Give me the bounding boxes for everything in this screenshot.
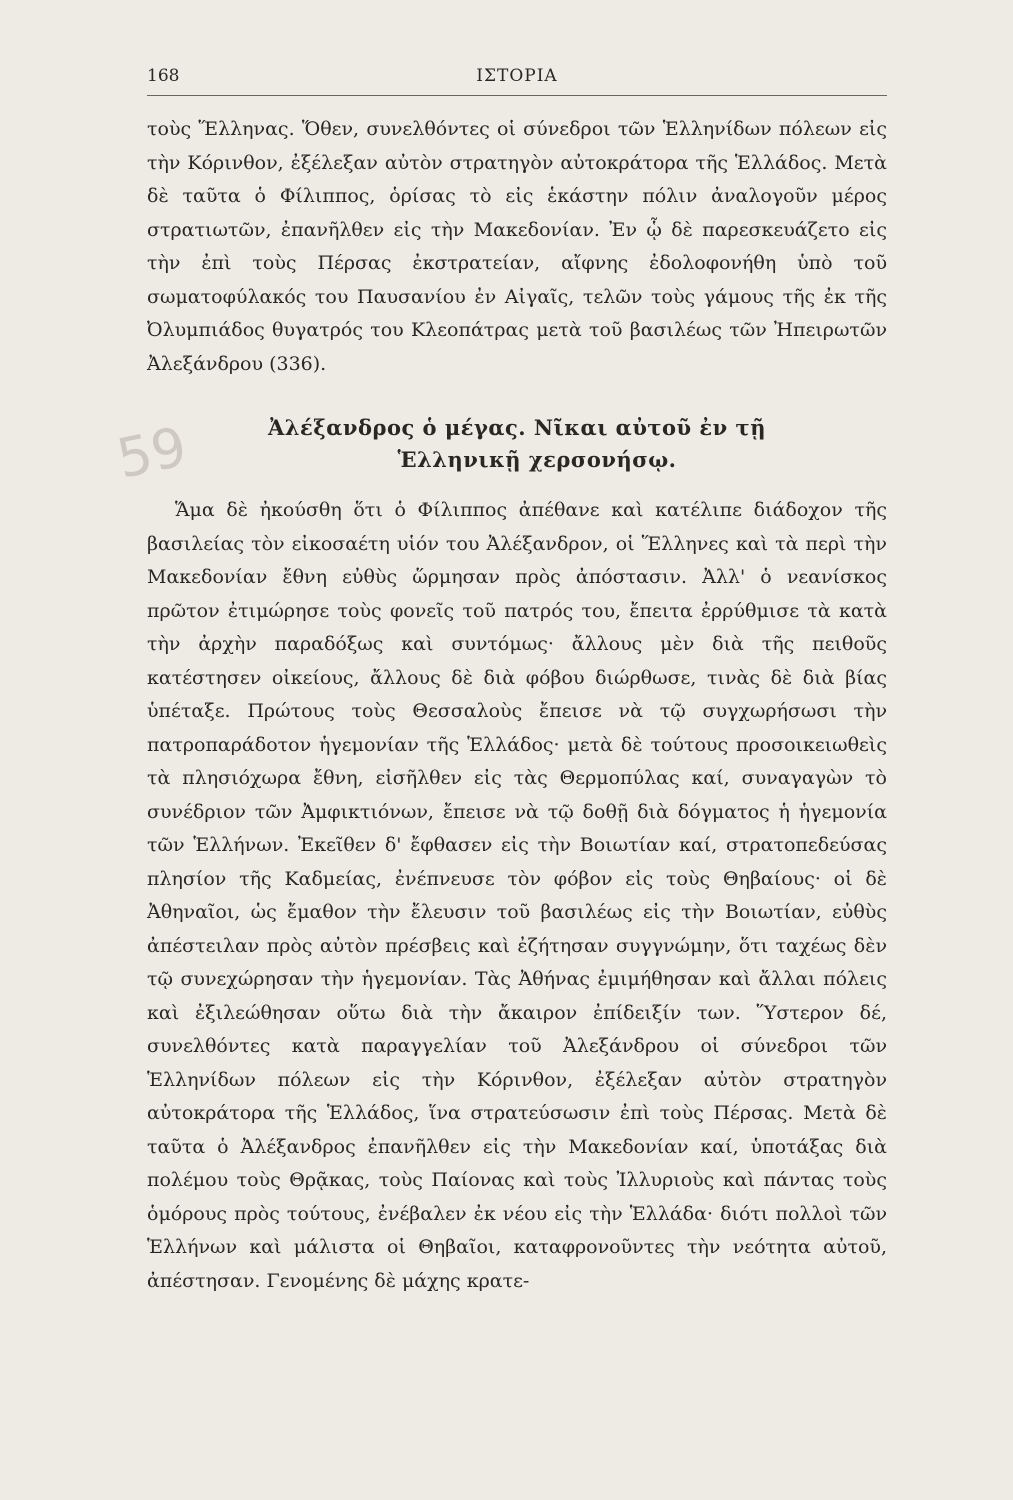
running-title: ΙΣΤΟΡΙΑ	[476, 66, 558, 86]
header-rule	[147, 95, 887, 96]
section-heading-line-1: Ἀλέξανδρος ὁ μέγας. Νῖκαι αὐτοῦ ἐν τῇ	[268, 415, 766, 440]
paragraph-text: Ἅμα δὲ ἠκούσθη ὅτι ὁ Φίλιππος ἀπέθανε καὶ κατέλιπε διάδοχον τῆς βασιλείας τὸν εἰκοσαέτη υἱόν του Ἀλέξανδρον, οἱ Ἕλληνες καὶ τὰ περὶ τὴν Μακεδονίαν ἔθνη εὐθὺς ὥρμησαν πρὸς ἀπόστασιν. Ἀλλ' ὁ νεανίσκος πρῶτον ἐτιμώρησε τοὺς φονεῖς τοῦ πατρός του, ἔπειτα ἐρρύθμισε τὰ κατὰ τὴν ἀρχὴν παραδόξως καὶ συντόμως· ἄλλους μὲν διὰ τῆς πειθοῦς κατέστησεν οἰκείους, ἄλλους δὲ διὰ φόβου διώρθωσε, τινὰς δὲ διὰ βίας ὑπέταξε. Πρώτους τοὺς Θεσσαλοὺς ἔπεισε νὰ τῷ συγχωρήσωσι τὴν πατροπαράδοτον ἡγεμονίαν τῆς Ἑλλάδος· μετὰ δὲ τούτους προσοικειωθεὶς τὰ πλησιόχωρα ἔθνη, εἰσῆλθεν εἰς τὰς Θερμοπύλας καί, συναγαγὼν τὸ συνέδριον τῶν Ἀμφικτιόνων, ἔπεισε νὰ τῷ δοθῇ διὰ δόγματος ἡ ἡγεμονία τῶν Ἑλλήνων. Ἐκεῖθεν δ' ἔφθασεν εἰς τὴν Βοιωτίαν καί, στρατοπεδεύσας πλησίον τῆς Καδμείας, ἐνέπνευσε τὸν φόβον εἰς τοὺς Θηβαίους· οἱ δὲ Ἀθηναῖοι, ὡς ἔμαθον τὴν ἔλευσιν τοῦ βασιλέως εἰς τὴν Βοιωτίαν, εὐθὺς ἀπέστειλαν πρὸς αὐτὸν πρέσβεις καὶ ἐζήτησαν συγγνώμην, ὅτι ταχέως δὲν τῷ συνεχώρησαν τὴν ἡγεμονίαν. Τὰς Ἀθήνας ἐμιμήθησαν καὶ ἄλλαι πόλεις καὶ ἐξιλεώθησαν οὕτω διὰ τὴν ἄκαιρον ἐπίδειξίν των. Ὕστερον δέ, συνελθόντες κατὰ παραγγελίαν τοῦ Ἀλεξάνδρου οἱ σύνεδροι τῶν Ἑλληνίδων πόλεων εἰς τὴν Κόρινθον, ἐξέλεξαν αὐτὸν στρατηγὸν αὐτοκράτορα τῆς Ἑλλάδος, ἵνα στρατεύσωσιν ἐπὶ τοὺς Πέρσας. Μετὰ δὲ ταῦτα ὁ Ἀλέξανδρος ἐπανῆλθεν εἰς τὴν Μακεδονίαν καί, ὑποτάξας διὰ πολέμου τοὺς Θρᾷκας, τοὺς Παίονας καὶ τοὺς Ἰλλυριοὺς καὶ πάντας τοὺς ὁμόρους πρὸς τούτους, ἐνέβαλεν ἐκ νέου εἰς τὴν Ἑλλάδα· διότι πολλοὶ τῶν Ἑλλήνων καὶ μάλιστα οἱ Θηβαῖοι, καταφρονοῦντες τὴν νεότητα αὐτοῦ, ἀπέστησαν. Γενομένης δὲ μάχης κρατε-	[147, 499, 887, 1292]
body-paragraph-2	[147, 494, 887, 1298]
page-header	[147, 66, 887, 94]
section-heading	[147, 412, 887, 476]
body-paragraph-1	[147, 113, 887, 381]
section-heading-line-2: Ἑλληνικῇ χερσονήσῳ.	[397, 447, 677, 472]
handwritten-margin-mark: 59	[111, 414, 192, 491]
page-number: 168	[147, 66, 180, 86]
paragraph-text: τοὺς Ἕλληνας. Ὅθεν, συνελθόντες οἱ σύνεδροι τῶν Ἑλληνίδων πόλεων εἰς τὴν Κόρινθον, ἐξέλεξαν αὐτὸν στρατηγὸν αὐτοκράτορα τῆς Ἑλλάδος. Μετὰ δὲ ταῦτα ὁ Φίλιππος, ὁρίσας τὸ εἰς ἑκάστην πόλιν ἀναλογοῦν μέρος στρατιωτῶν, ἐπανῆλθεν εἰς τὴν Μακεδονίαν. Ἐν ᾧ δὲ παρεσκευάζετο εἰς τὴν ἐπὶ τοὺς Πέρσας ἐκστρατείαν, αἴφνης ἐδολοφονήθη ὑπὸ τοῦ σωματοφύλακός του Παυσανίου ἐν Αἰγαῖς, τελῶν τοὺς γάμους τῆς ἐκ τῆς Ὀλυμπιάδος θυγατρός του Κλεοπάτρας μετὰ τοῦ βασιλέως τῶν Ἠπειρωτῶν Ἀλεξάνδρου (336).	[147, 118, 887, 375]
